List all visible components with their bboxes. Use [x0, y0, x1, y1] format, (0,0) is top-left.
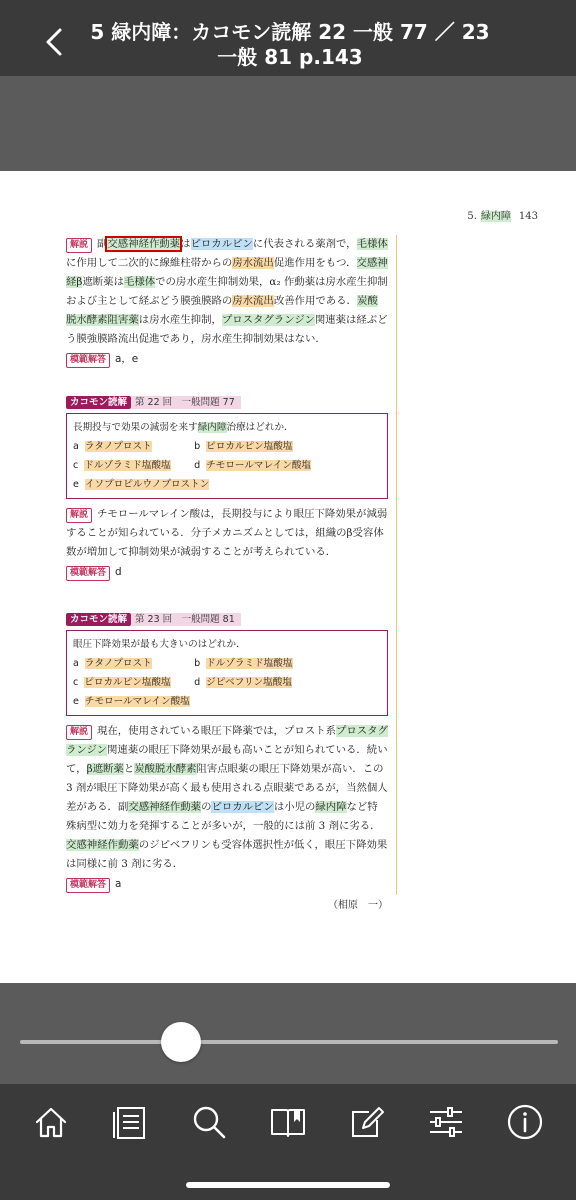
highlight-term[interactable]: 交感神経β — [66, 257, 388, 288]
option-text[interactable]: イソプロピルウノプロストン — [84, 479, 210, 490]
highlight-term[interactable]: ピロカルピン — [190, 238, 253, 250]
explanation-paragraph-1 — [66, 235, 388, 349]
running-head — [463, 207, 538, 222]
note-button[interactable] — [345, 1100, 389, 1144]
option-text[interactable]: ピロカルピン塩酸塩 — [206, 441, 293, 452]
option-row — [73, 654, 381, 673]
option-letter: d — [194, 677, 201, 688]
option-c — [73, 673, 191, 692]
search-button[interactable] — [187, 1100, 231, 1144]
option-row — [73, 475, 381, 494]
home-button[interactable] — [29, 1100, 73, 1144]
model-answer-3 — [66, 875, 388, 894]
settings-sliders-icon — [424, 1100, 468, 1144]
home-indicator — [186, 1182, 390, 1188]
viewer-margin-bottom — [0, 983, 576, 1084]
text: と — [123, 763, 135, 775]
back-button[interactable] — [36, 22, 76, 62]
highlight-term[interactable]: 炭酸脱水酵素阻害薬 — [66, 295, 378, 326]
title-line-2: 一般 81 p.143 — [217, 45, 363, 69]
highlight-term-selected[interactable]: 交感神経作動薬 — [107, 238, 181, 250]
question-heading-2 — [66, 610, 388, 629]
question-heading-1 — [66, 393, 388, 412]
option-a — [73, 654, 191, 673]
option-letter: c — [73, 677, 79, 688]
info-button[interactable] — [503, 1100, 547, 1144]
highlight-term[interactable]: 毛様体 — [356, 238, 388, 250]
text: 遮断薬は — [82, 276, 124, 288]
option-letter: d — [194, 460, 201, 471]
author-signoff: （相原 一） — [328, 900, 388, 911]
option-text[interactable]: ジピベフリン塩酸塩 — [206, 677, 292, 688]
text: 長期投与で効果の減弱を来す — [73, 422, 198, 433]
running-head-page: 143 — [518, 211, 538, 222]
highlight-term[interactable]: 緑内障 — [315, 801, 347, 813]
settings-button[interactable] — [424, 1100, 468, 1144]
option-b — [194, 437, 312, 456]
question-box-1 — [66, 413, 388, 499]
text: に代表される薬剤で， — [252, 238, 357, 250]
viewer-margin-top — [0, 76, 576, 171]
highlight-term[interactable]: プロスタグランジン — [66, 725, 388, 756]
running-head-title: 緑内障 — [480, 211, 511, 222]
book-page — [0, 171, 576, 983]
highlight-term[interactable]: 交感神経作動薬 — [128, 801, 202, 813]
answer-tag: 模範解答 — [66, 353, 110, 368]
question-number: 第 22 回 一般問題 77 — [131, 396, 241, 409]
question-number: 第 23 回 一般問題 81 — [131, 613, 241, 626]
highlight-term[interactable]: 交感神経作動薬 — [66, 839, 139, 851]
model-answer-2 — [66, 563, 388, 582]
kaisetsu-tag: 解説 — [66, 238, 92, 253]
text: は小児の — [273, 801, 316, 813]
text: 副 — [97, 238, 108, 250]
chevron-left-icon — [36, 22, 76, 62]
answer-value: d — [115, 566, 122, 578]
highlight-term[interactable]: 緑内障 — [197, 422, 227, 433]
highlight-term[interactable]: ピロカルピン — [211, 801, 274, 813]
option-row — [73, 673, 381, 692]
option-c — [73, 456, 191, 475]
question-stem: 眼圧下降効果が最も大きいのはどれか． — [73, 639, 246, 650]
title-line-1: 5 緑内障：カコモン読解 22 一般 77 ／ 23 — [90, 20, 490, 44]
question-stem — [73, 418, 381, 437]
option-letter: c — [73, 460, 79, 471]
text: での房水産生抑制効果，α₂ 作動薬は房水産生抑制および主として経ぶどう膜強膜路の — [66, 276, 388, 307]
question-box-2 — [66, 630, 388, 716]
list-icon — [108, 1100, 152, 1144]
highlight-term[interactable]: 房水流出 — [232, 257, 274, 269]
answer-value: a，e — [115, 353, 139, 365]
option-text[interactable]: ラタノプロスト — [84, 658, 152, 669]
highlight-term[interactable]: β遮断薬 — [86, 763, 124, 775]
answer-value: a — [115, 878, 122, 890]
edit-icon — [345, 1100, 389, 1144]
kaisetsu-tag: 解説 — [66, 508, 92, 523]
text: の — [201, 801, 212, 813]
highlight-term[interactable]: 房水流出 — [232, 295, 274, 307]
option-row — [73, 692, 381, 711]
highlight-term[interactable]: 毛様体 — [123, 276, 156, 288]
text: は房水産生抑制， — [138, 314, 222, 326]
option-d — [194, 673, 312, 692]
option-e — [73, 475, 209, 494]
search-icon — [187, 1100, 231, 1144]
kakomon-label: カコモン読解 — [66, 396, 131, 409]
option-letter: b — [194, 658, 201, 669]
option-text[interactable]: ドルゾラミド塩酸塩 — [206, 658, 293, 669]
bookmark-button[interactable] — [266, 1100, 310, 1144]
page-content — [66, 235, 388, 915]
option-letter: e — [73, 696, 79, 707]
page-slider-track[interactable] — [20, 1040, 558, 1044]
text: 治療はどれか． — [226, 422, 294, 433]
option-a — [73, 437, 191, 456]
option-text[interactable]: チモロールマレイン酸塩 — [206, 460, 312, 471]
kaisetsu-tag: 解説 — [66, 725, 92, 740]
option-b — [194, 654, 312, 673]
option-text[interactable]: ピロカルピン塩酸塩 — [84, 677, 171, 688]
option-letter: e — [73, 479, 79, 490]
option-letter: a — [73, 658, 79, 669]
option-d — [194, 456, 312, 475]
highlight-term[interactable]: 炭酸脱水酵素 — [134, 763, 197, 775]
text: 関連薬の眼圧下降効果が最も高いことが知られている．続いて， — [66, 744, 388, 775]
option-letter: a — [73, 441, 79, 452]
option-e — [73, 692, 191, 711]
info-icon — [503, 1100, 547, 1144]
kakomon-label: カコモン読解 — [66, 613, 131, 626]
option-letter: b — [194, 441, 201, 452]
option-row — [73, 437, 381, 456]
text: に作用して二次的に線維柱帯からの — [66, 257, 233, 269]
option-text[interactable]: ラタノプロスト — [84, 441, 152, 452]
page-title — [90, 20, 490, 70]
bookmark-book-icon — [266, 1100, 310, 1144]
highlight-term[interactable]: プロスタグランジン — [221, 314, 315, 326]
margin-rule — [396, 235, 397, 895]
text: チモロールマレイン酸は，長期投与により眼圧下降効果が減弱することが知られている．分子メカニズムとしては，組織のβ受容体数が増加して抑制効果が減弱することが考えられている． — [66, 508, 388, 558]
text: のジピベフリンも受容体選択性が低く，眼圧下降効果は同様に前 3 剤に劣る． — [66, 839, 388, 870]
top-bar — [0, 0, 576, 76]
home-icon — [29, 1100, 73, 1144]
answer-tag: 模範解答 — [66, 878, 110, 893]
toc-button[interactable] — [108, 1100, 152, 1144]
option-row — [73, 456, 381, 475]
answer-tag: 模範解答 — [66, 566, 110, 581]
running-head-chapter: 5. — [467, 211, 477, 222]
text: は — [180, 238, 191, 250]
option-text[interactable]: チモロールマレイン酸塩 — [84, 696, 190, 707]
text: など特殊病型に効力を発揮することが多いが，一般的には前 3 剤に劣る． — [66, 801, 381, 832]
text: 関連薬は経ぶどう膜強膜路流出促進であり，房水産生抑制効果はない． — [66, 314, 388, 345]
text: 現在，使用されている眼圧下降薬では，プロスト系 — [97, 725, 336, 737]
text: 改善作用である． — [273, 295, 357, 307]
explanation-paragraph-3 — [66, 722, 388, 874]
model-answer-1 — [66, 350, 388, 369]
text: 阻害点眼薬の眼圧下降効果が高い．この 3 剤が眼圧下降効果が高く最も使用される点眼薬であるが，当然個人差がある．副 — [66, 763, 388, 813]
text: 促進作用をもつ． — [273, 257, 357, 269]
option-text[interactable]: ドルゾラミド塩酸塩 — [84, 460, 171, 471]
explanation-paragraph-2 — [66, 505, 388, 562]
bottom-toolbar — [0, 1084, 576, 1200]
